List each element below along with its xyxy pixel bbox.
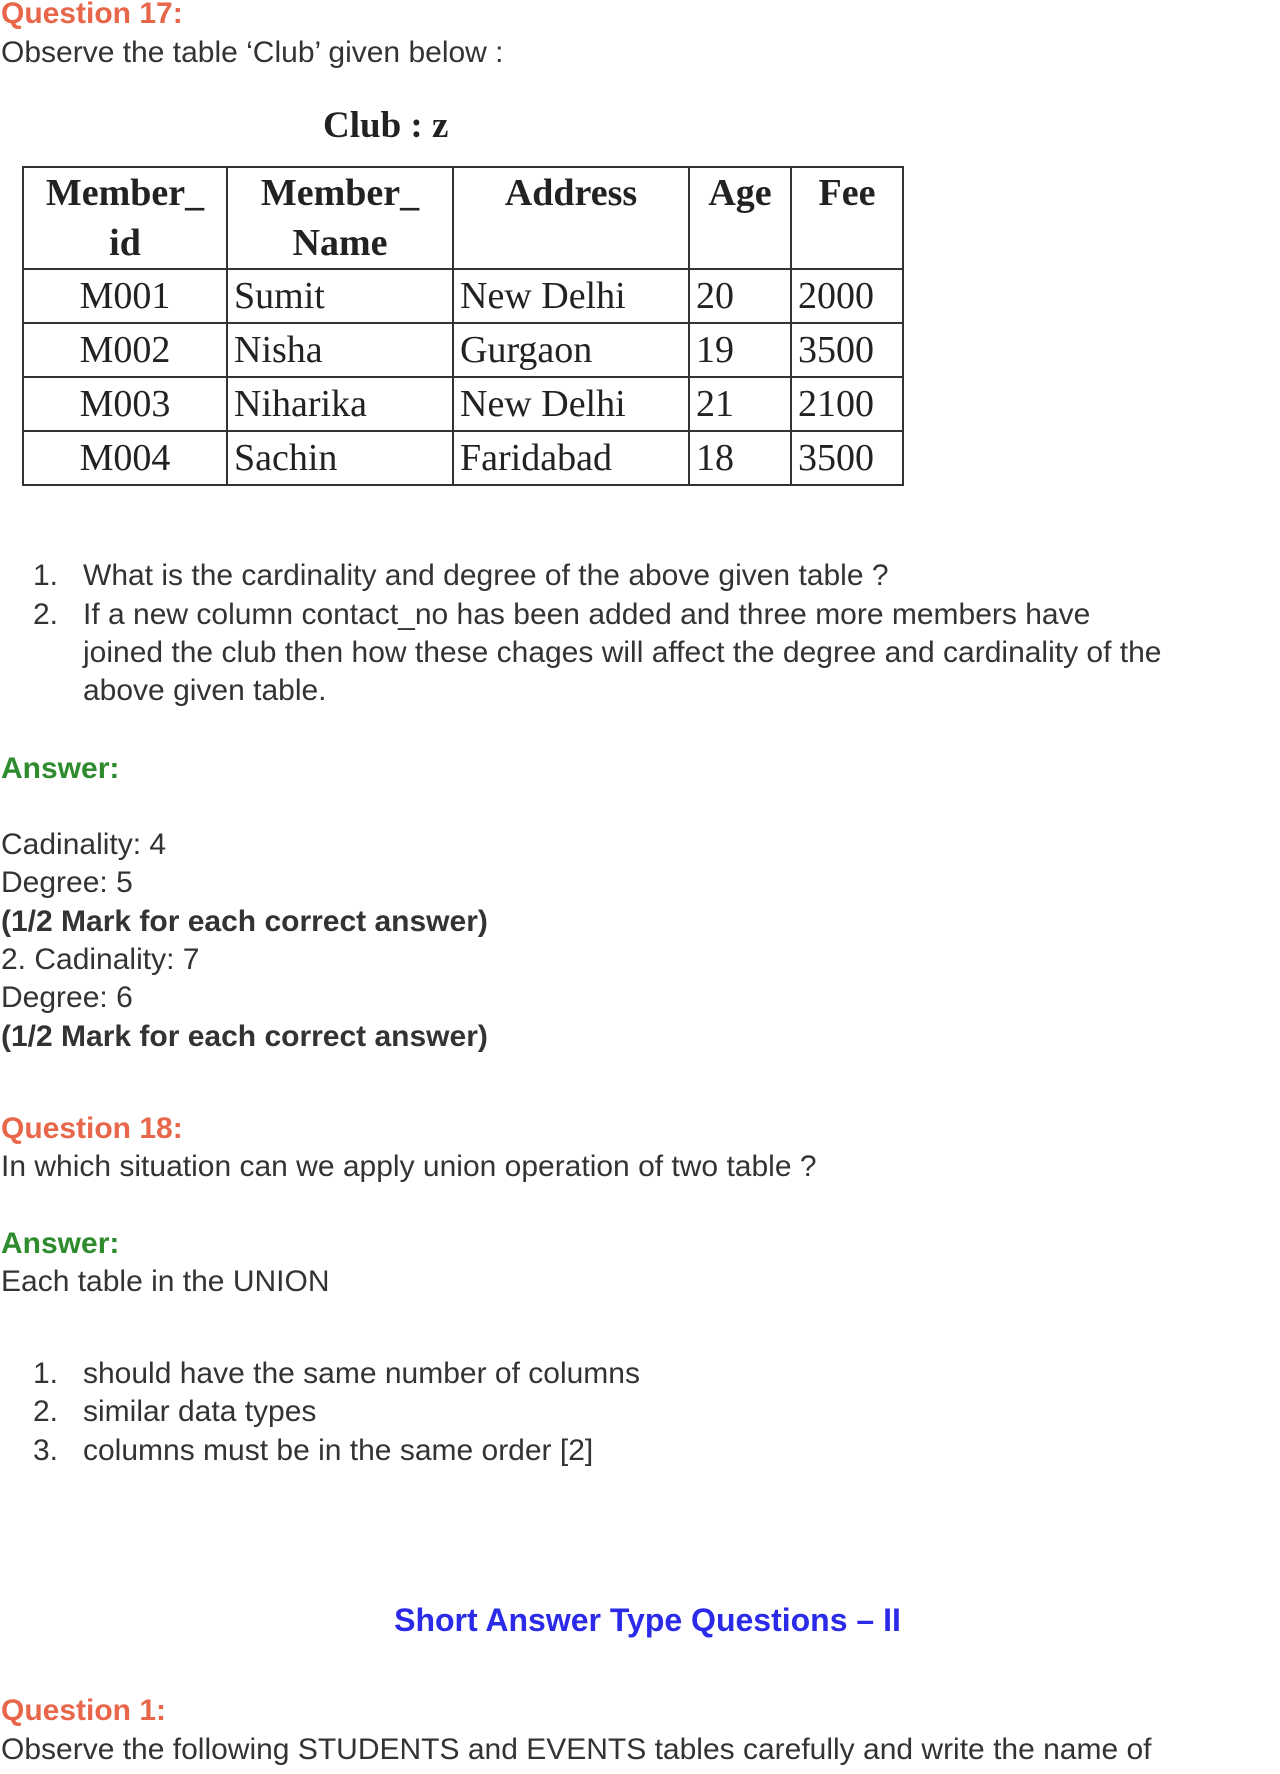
question-17-intro: Observe the table ‘Club’ given below : — [1, 36, 504, 69]
list-number: 1. — [33, 559, 59, 592]
table-row — [23, 377, 903, 431]
answer-line: Cadinality: 4 — [1, 828, 167, 861]
answer-line: Degree: 5 — [1, 866, 133, 899]
table-caption: Club : z — [323, 105, 449, 146]
cell: M004 — [23, 431, 227, 485]
list-number: 3. — [33, 1434, 59, 1467]
header-address: Address — [453, 167, 689, 269]
header-fee: Fee — [791, 167, 903, 269]
list-number: 2. — [33, 598, 59, 631]
header-age: Age — [689, 167, 791, 269]
section-title: Short Answer Type Questions – II — [394, 1602, 901, 1638]
question-1-title: Question 1: — [1, 1694, 167, 1727]
header-member-id: Member_ id — [23, 167, 227, 269]
cell: M002 — [23, 323, 227, 377]
list-item: above given table. — [83, 674, 327, 707]
list-item: joined the club then how these chages will affect the degree and cardinality of the — [83, 636, 1162, 669]
answer-line: Degree: 6 — [1, 981, 133, 1014]
header-member-name: Member_ Name — [227, 167, 453, 269]
cell: Faridabad — [453, 431, 689, 485]
list-item: If a new column contact_no has been added and three more members have — [83, 598, 1091, 631]
answer-line: (1/2 Mark for each correct answer) — [1, 1020, 488, 1053]
question-1-text: Observe the following STUDENTS and EVENTS tables carefully and write the name of — [1, 1733, 1152, 1766]
cell: M003 — [23, 377, 227, 431]
cell: Sachin — [227, 431, 453, 485]
cell: 20 — [689, 269, 791, 323]
table-row — [23, 431, 903, 485]
table-row — [23, 323, 903, 377]
list-number: 1. — [33, 1357, 59, 1390]
cell: Gurgaon — [453, 323, 689, 377]
answer-intro: Each table in the UNION — [1, 1265, 330, 1298]
cell: 2100 — [791, 377, 903, 431]
answer-label: Answer: — [1, 1227, 120, 1260]
answer-line: (1/2 Mark for each correct answer) — [1, 905, 488, 938]
cell: 3500 — [791, 323, 903, 377]
cell: 21 — [689, 377, 791, 431]
table-header-row — [23, 167, 903, 269]
cell: 18 — [689, 431, 791, 485]
question-17-title: Question 17: — [1, 0, 183, 30]
question-18-title: Question 18: — [1, 1112, 183, 1145]
cell: New Delhi — [453, 377, 689, 431]
cell: M001 — [23, 269, 227, 323]
club-table — [22, 166, 904, 486]
answer-line: 2. Cadinality: 7 — [1, 943, 200, 976]
cell: 19 — [689, 323, 791, 377]
list-item: similar data types — [83, 1395, 317, 1428]
cell: Nisha — [227, 323, 453, 377]
answer-label: Answer: — [1, 752, 120, 785]
table-row — [23, 269, 903, 323]
cell: New Delhi — [453, 269, 689, 323]
cell: Niharika — [227, 377, 453, 431]
list-item: should have the same number of columns — [83, 1357, 640, 1390]
list-item: columns must be in the same order [2] — [83, 1434, 594, 1467]
cell: 3500 — [791, 431, 903, 485]
list-number: 2. — [33, 1395, 59, 1428]
cell: Sumit — [227, 269, 453, 323]
cell: 2000 — [791, 269, 903, 323]
list-item: What is the cardinality and degree of the above given table ? — [83, 559, 889, 592]
question-18-text: In which situation can we apply union operation of two table ? — [1, 1150, 817, 1183]
